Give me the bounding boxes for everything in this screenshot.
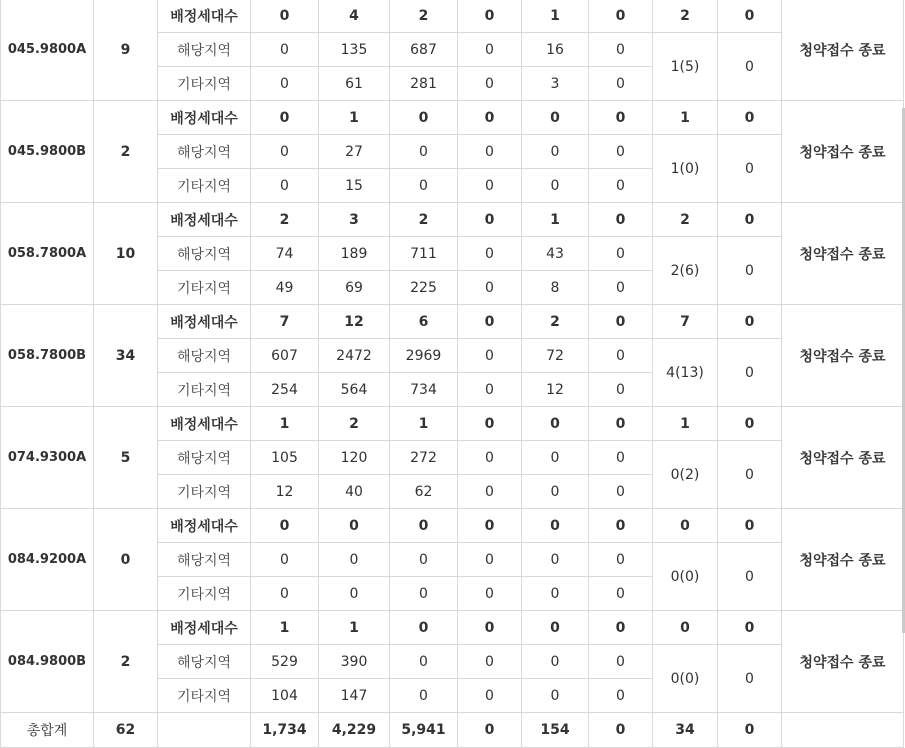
row-type-label: 배정세대수 <box>158 101 251 135</box>
value-cell: 0 <box>458 271 522 305</box>
value-cell: 2969 <box>390 339 458 373</box>
value-cell: 4 <box>319 0 390 33</box>
value-cell: 0 <box>458 611 522 645</box>
table-row <box>1 203 904 237</box>
value-cell: 105 <box>251 441 319 475</box>
row-type-label: 기타지역 <box>158 679 251 713</box>
housing-type-cell: 045.9800B <box>1 101 94 203</box>
value-cell: 0 <box>251 101 319 135</box>
special-alloc-cell: 0 <box>653 611 718 645</box>
total-row <box>1 713 904 748</box>
value-cell: 15 <box>319 169 390 203</box>
special-result-cell: 0 <box>718 33 782 101</box>
value-cell: 8 <box>522 271 589 305</box>
special-alloc-cell: 1 <box>653 407 718 441</box>
special-result-cell: 2(6) <box>653 237 718 305</box>
value-cell: 0 <box>458 169 522 203</box>
value-cell: 272 <box>390 441 458 475</box>
table-row <box>1 509 904 543</box>
row-type-label: 기타지역 <box>158 373 251 407</box>
value-cell: 2472 <box>319 339 390 373</box>
housing-type-cell: 058.7800B <box>1 305 94 407</box>
housing-type-cell: 045.9800A <box>1 0 94 101</box>
value-cell: 0 <box>390 577 458 611</box>
value-cell: 0 <box>458 577 522 611</box>
value-cell: 0 <box>458 0 522 33</box>
status-cell: 청약접수 종료 <box>782 407 904 509</box>
value-cell: 147 <box>319 679 390 713</box>
value-cell: 2 <box>522 305 589 339</box>
value-cell: 12 <box>319 305 390 339</box>
value-cell: 1 <box>251 407 319 441</box>
value-cell: 529 <box>251 645 319 679</box>
row-type-label: 해당지역 <box>158 33 251 67</box>
status-cell: 청약접수 종료 <box>782 101 904 203</box>
value-cell: 0 <box>251 577 319 611</box>
row-type-label: 해당지역 <box>158 135 251 169</box>
value-cell: 0 <box>589 203 653 237</box>
value-cell: 74 <box>251 237 319 271</box>
value-cell: 0 <box>390 135 458 169</box>
special-alloc-cell: 0 <box>653 509 718 543</box>
value-cell: 0 <box>522 577 589 611</box>
value-cell: 0 <box>589 271 653 305</box>
row-type-label: 해당지역 <box>158 237 251 271</box>
housing-type-cell: 058.7800A <box>1 203 94 305</box>
value-cell: 1 <box>251 611 319 645</box>
value-cell: 254 <box>251 373 319 407</box>
value-cell: 0 <box>251 509 319 543</box>
status-cell: 청약접수 종료 <box>782 305 904 407</box>
value-cell: 0 <box>522 679 589 713</box>
value-cell: 69 <box>319 271 390 305</box>
value-cell: 0 <box>589 577 653 611</box>
value-cell: 7 <box>251 305 319 339</box>
value-cell: 12 <box>251 475 319 509</box>
row-type-label: 배정세대수 <box>158 407 251 441</box>
special-alloc-cell: 2 <box>653 203 718 237</box>
total-value-cell: 4,229 <box>319 713 390 748</box>
housing-type-cell: 084.9200A <box>1 509 94 611</box>
value-cell: 0 <box>589 67 653 101</box>
value-cell: 72 <box>522 339 589 373</box>
value-cell: 0 <box>589 169 653 203</box>
special-alloc-cell: 2 <box>653 0 718 33</box>
empty-cell <box>782 713 904 748</box>
value-cell: 687 <box>390 33 458 67</box>
value-cell: 0 <box>251 135 319 169</box>
value-cell: 1 <box>390 407 458 441</box>
special-result-cell: 1(0) <box>653 135 718 203</box>
value-cell: 3 <box>319 203 390 237</box>
supply-count-cell: 34 <box>94 305 158 407</box>
status-cell: 청약접수 종료 <box>782 509 904 611</box>
special-alloc-cell: 0 <box>718 305 782 339</box>
value-cell: 16 <box>522 33 589 67</box>
value-cell: 0 <box>251 169 319 203</box>
value-cell: 0 <box>458 135 522 169</box>
row-type-label: 기타지역 <box>158 271 251 305</box>
supply-count-cell: 2 <box>94 611 158 713</box>
value-cell: 0 <box>390 169 458 203</box>
row-type-label: 기타지역 <box>158 169 251 203</box>
special-alloc-cell: 7 <box>653 305 718 339</box>
value-cell: 2 <box>390 0 458 33</box>
row-type-label: 배정세대수 <box>158 305 251 339</box>
value-cell: 0 <box>319 543 390 577</box>
value-cell: 0 <box>390 509 458 543</box>
supply-count-cell: 5 <box>94 407 158 509</box>
special-result-cell: 4(13) <box>653 339 718 407</box>
table-body <box>1 0 904 748</box>
value-cell: 0 <box>589 237 653 271</box>
special-alloc-cell: 0 <box>718 509 782 543</box>
row-type-label: 해당지역 <box>158 645 251 679</box>
value-cell: 1 <box>522 0 589 33</box>
special-result-cell: 1(5) <box>653 33 718 101</box>
total-supply-cell: 62 <box>94 713 158 748</box>
value-cell: 0 <box>522 509 589 543</box>
special-alloc-cell: 0 <box>718 203 782 237</box>
value-cell: 0 <box>458 441 522 475</box>
special-result-cell: 0(0) <box>653 543 718 611</box>
table-row <box>1 101 904 135</box>
total-value-cell: 5,941 <box>390 713 458 748</box>
housing-type-cell: 074.9300A <box>1 407 94 509</box>
special-alloc-cell: 0 <box>718 611 782 645</box>
empty-cell <box>158 713 251 748</box>
value-cell: 0 <box>458 509 522 543</box>
value-cell: 225 <box>390 271 458 305</box>
row-type-label: 해당지역 <box>158 543 251 577</box>
value-cell: 0 <box>522 611 589 645</box>
total-value-cell: 0 <box>589 713 653 748</box>
value-cell: 0 <box>589 101 653 135</box>
value-cell: 0 <box>458 679 522 713</box>
table-row <box>1 611 904 645</box>
value-cell: 2 <box>390 203 458 237</box>
value-cell: 0 <box>589 33 653 67</box>
special-result-cell: 0(2) <box>653 441 718 509</box>
value-cell: 0 <box>589 305 653 339</box>
housing-type-cell: 084.9800B <box>1 611 94 713</box>
status-cell: 청약접수 종료 <box>782 611 904 713</box>
value-cell: 0 <box>589 441 653 475</box>
value-cell: 0 <box>390 101 458 135</box>
supply-count-cell: 9 <box>94 0 158 101</box>
value-cell: 12 <box>522 373 589 407</box>
value-cell: 0 <box>458 645 522 679</box>
value-cell: 0 <box>589 679 653 713</box>
row-type-label: 기타지역 <box>158 67 251 101</box>
supply-count-cell: 10 <box>94 203 158 305</box>
value-cell: 0 <box>589 135 653 169</box>
value-cell: 0 <box>390 543 458 577</box>
value-cell: 607 <box>251 339 319 373</box>
supply-count-cell: 2 <box>94 101 158 203</box>
value-cell: 564 <box>319 373 390 407</box>
value-cell: 0 <box>589 645 653 679</box>
value-cell: 734 <box>390 373 458 407</box>
value-cell: 104 <box>251 679 319 713</box>
special-alloc-cell: 1 <box>653 101 718 135</box>
total-value-cell: 154 <box>522 713 589 748</box>
value-cell: 0 <box>589 339 653 373</box>
total-value-cell: 34 <box>653 713 718 748</box>
row-type-label: 기타지역 <box>158 577 251 611</box>
value-cell: 0 <box>522 645 589 679</box>
special-alloc-cell: 0 <box>718 101 782 135</box>
table-row <box>1 0 904 33</box>
value-cell: 0 <box>522 407 589 441</box>
value-cell: 0 <box>522 101 589 135</box>
special-result-cell: 0 <box>718 135 782 203</box>
value-cell: 120 <box>319 441 390 475</box>
special-result-cell: 0 <box>718 339 782 407</box>
value-cell: 0 <box>458 543 522 577</box>
special-result-cell: 0 <box>718 441 782 509</box>
value-cell: 0 <box>589 611 653 645</box>
value-cell: 0 <box>390 611 458 645</box>
value-cell: 0 <box>458 339 522 373</box>
value-cell: 27 <box>319 135 390 169</box>
value-cell: 0 <box>390 645 458 679</box>
value-cell: 711 <box>390 237 458 271</box>
value-cell: 0 <box>522 543 589 577</box>
special-alloc-cell: 0 <box>718 407 782 441</box>
value-cell: 2 <box>251 203 319 237</box>
value-cell: 0 <box>522 441 589 475</box>
value-cell: 0 <box>458 33 522 67</box>
special-alloc-cell: 0 <box>718 0 782 33</box>
special-result-cell: 0(0) <box>653 645 718 713</box>
value-cell: 1 <box>319 611 390 645</box>
total-value-cell: 1,734 <box>251 713 319 748</box>
value-cell: 0 <box>458 407 522 441</box>
value-cell: 0 <box>522 135 589 169</box>
value-cell: 40 <box>319 475 390 509</box>
value-cell: 0 <box>589 543 653 577</box>
value-cell: 0 <box>319 509 390 543</box>
value-cell: 0 <box>458 373 522 407</box>
status-cell: 청약접수 종료 <box>782 203 904 305</box>
value-cell: 0 <box>589 509 653 543</box>
table-row <box>1 407 904 441</box>
value-cell: 0 <box>458 67 522 101</box>
value-cell: 62 <box>390 475 458 509</box>
value-cell: 0 <box>522 475 589 509</box>
value-cell: 43 <box>522 237 589 271</box>
row-type-label: 배정세대수 <box>158 203 251 237</box>
value-cell: 0 <box>458 475 522 509</box>
row-type-label: 배정세대수 <box>158 0 251 33</box>
value-cell: 0 <box>251 0 319 33</box>
row-type-label: 해당지역 <box>158 339 251 373</box>
value-cell: 0 <box>589 0 653 33</box>
value-cell: 1 <box>522 203 589 237</box>
value-cell: 189 <box>319 237 390 271</box>
value-cell: 6 <box>390 305 458 339</box>
value-cell: 390 <box>319 645 390 679</box>
special-result-cell: 0 <box>718 237 782 305</box>
value-cell: 0 <box>251 543 319 577</box>
row-type-label: 배정세대수 <box>158 611 251 645</box>
table-row <box>1 305 904 339</box>
value-cell: 0 <box>458 203 522 237</box>
value-cell: 0 <box>522 169 589 203</box>
total-label-cell: 총합계 <box>1 713 94 748</box>
value-cell: 0 <box>251 33 319 67</box>
value-cell: 0 <box>251 67 319 101</box>
supply-count-cell: 0 <box>94 509 158 611</box>
value-cell: 0 <box>589 373 653 407</box>
value-cell: 0 <box>589 407 653 441</box>
value-cell: 135 <box>319 33 390 67</box>
total-value-cell: 0 <box>718 713 782 748</box>
special-result-cell: 0 <box>718 543 782 611</box>
value-cell: 61 <box>319 67 390 101</box>
value-cell: 0 <box>319 577 390 611</box>
status-cell: 청약접수 종료 <box>782 0 904 101</box>
value-cell: 0 <box>589 475 653 509</box>
value-cell: 1 <box>319 101 390 135</box>
special-result-cell: 0 <box>718 645 782 713</box>
value-cell: 0 <box>458 101 522 135</box>
value-cell: 281 <box>390 67 458 101</box>
row-type-label: 기타지역 <box>158 475 251 509</box>
value-cell: 0 <box>390 679 458 713</box>
value-cell: 0 <box>458 237 522 271</box>
row-type-label: 배정세대수 <box>158 509 251 543</box>
total-value-cell: 0 <box>458 713 522 748</box>
value-cell: 2 <box>319 407 390 441</box>
value-cell: 0 <box>458 305 522 339</box>
row-type-label: 해당지역 <box>158 441 251 475</box>
value-cell: 49 <box>251 271 319 305</box>
value-cell: 3 <box>522 67 589 101</box>
